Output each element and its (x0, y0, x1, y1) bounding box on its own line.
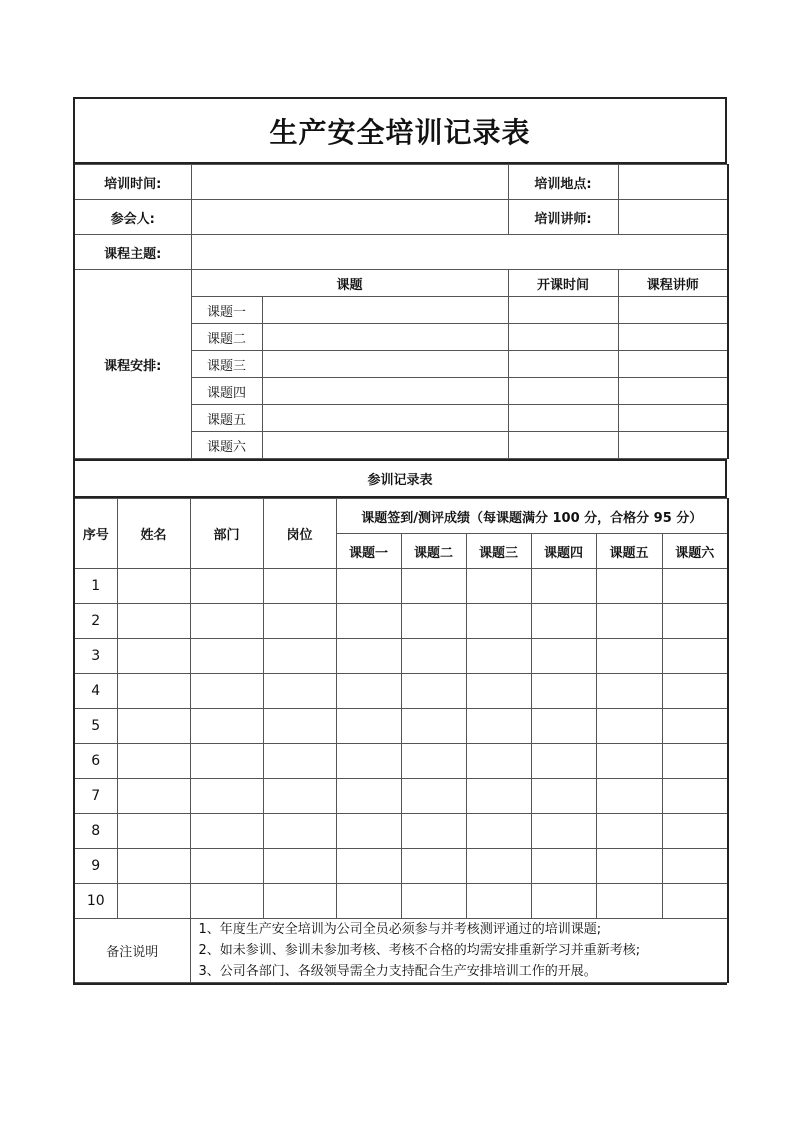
score-cell[interactable] (596, 639, 662, 674)
table-row (74, 849, 728, 884)
post-cell[interactable] (263, 639, 336, 674)
row-seq: 7 (74, 779, 117, 814)
record-section-title: 参训记录表 (74, 460, 726, 497)
training-place-field[interactable] (618, 165, 728, 200)
lecturer-field[interactable] (618, 200, 728, 235)
schedule-row-label: 课题六 (191, 432, 262, 459)
row-seq: 5 (74, 709, 117, 744)
score-cell[interactable] (531, 639, 596, 674)
form-title: 生产安全培训记录表 (74, 98, 726, 163)
score-cell[interactable] (336, 709, 401, 744)
score-cell[interactable] (336, 884, 401, 919)
header-scores: 课题签到/测评成绩（每课题满分 100 分，合格分 95 分） (336, 499, 728, 534)
title-table (73, 97, 727, 164)
header-topic: 课题三 (466, 534, 531, 569)
schedule-teacher-cell[interactable] (618, 432, 728, 459)
table-row (74, 604, 728, 639)
post-cell[interactable] (263, 604, 336, 639)
record-rows (74, 569, 728, 919)
bottom-border (73, 983, 727, 985)
lecturer-label: 培训讲师: (508, 200, 618, 235)
notes-label: 备注说明 (74, 919, 190, 983)
score-cell[interactable] (662, 639, 728, 674)
score-cell[interactable] (662, 779, 728, 814)
score-cell[interactable] (466, 639, 531, 674)
score-cell[interactable] (531, 569, 596, 604)
schedule-teacher-cell[interactable] (618, 405, 728, 432)
score-cell[interactable] (466, 814, 531, 849)
header-name: 姓名 (117, 499, 190, 569)
schedule-time-cell[interactable] (508, 324, 618, 351)
score-cell[interactable] (531, 884, 596, 919)
schedule-topic-cell[interactable] (262, 432, 508, 459)
name-cell[interactable] (117, 884, 190, 919)
score-cell[interactable] (531, 604, 596, 639)
score-cell[interactable] (401, 744, 466, 779)
name-cell[interactable] (117, 744, 190, 779)
schedule-teacher-cell[interactable] (618, 297, 728, 324)
score-cell[interactable] (466, 779, 531, 814)
row-seq: 8 (74, 814, 117, 849)
header-topic: 课题一 (336, 534, 401, 569)
post-cell[interactable] (263, 569, 336, 604)
schedule-header-time: 开课时间 (508, 270, 618, 297)
score-cell[interactable] (662, 569, 728, 604)
row-seq: 3 (74, 639, 117, 674)
training-place-label: 培训地点: (508, 165, 618, 200)
post-cell[interactable] (263, 884, 336, 919)
name-cell[interactable] (117, 709, 190, 744)
training-record-form (73, 97, 727, 985)
score-cell[interactable] (596, 849, 662, 884)
dept-cell[interactable] (190, 674, 263, 709)
header-seq: 序号 (74, 499, 117, 569)
row-seq: 9 (74, 849, 117, 884)
score-cell[interactable] (466, 569, 531, 604)
score-cell[interactable] (336, 744, 401, 779)
schedule-row-label: 课题四 (191, 378, 262, 405)
score-cell[interactable] (401, 604, 466, 639)
score-cell[interactable] (401, 709, 466, 744)
dept-cell[interactable] (190, 884, 263, 919)
name-cell[interactable] (117, 569, 190, 604)
table-row (74, 674, 728, 709)
dept-cell[interactable] (190, 814, 263, 849)
score-cell[interactable] (401, 884, 466, 919)
post-cell[interactable] (263, 849, 336, 884)
score-cell[interactable] (401, 674, 466, 709)
dept-cell[interactable] (190, 569, 263, 604)
post-cell[interactable] (263, 744, 336, 779)
record-title-table (73, 459, 727, 498)
post-cell[interactable] (263, 779, 336, 814)
score-cell[interactable] (336, 814, 401, 849)
row-seq: 1 (74, 569, 117, 604)
notes-line: 3、公司各部门、各级领导需全力支持配合生产安排培训工作的开展。 (198, 964, 597, 979)
score-cell[interactable] (336, 849, 401, 884)
record-table (73, 498, 729, 983)
score-cell[interactable] (596, 709, 662, 744)
score-cell[interactable] (662, 604, 728, 639)
score-cell[interactable] (596, 884, 662, 919)
name-cell[interactable] (117, 604, 190, 639)
post-cell[interactable] (263, 674, 336, 709)
header-dept: 部门 (190, 499, 263, 569)
score-cell[interactable] (596, 604, 662, 639)
name-cell[interactable] (117, 674, 190, 709)
name-cell[interactable] (117, 639, 190, 674)
schedule-topic-cell[interactable] (262, 324, 508, 351)
score-cell[interactable] (531, 709, 596, 744)
schedule-topic-cell[interactable] (262, 405, 508, 432)
schedule-teacher-cell[interactable] (618, 324, 728, 351)
score-cell[interactable] (466, 674, 531, 709)
schedule-topic-cell[interactable] (262, 297, 508, 324)
header-post: 岗位 (263, 499, 336, 569)
schedule-time-cell[interactable] (508, 351, 618, 378)
notes-line: 2、如未参训、参训未参加考核、考核不合格的均需安排重新学习并重新考核; (198, 943, 641, 958)
course-theme-field[interactable] (191, 235, 728, 270)
schedule-time-cell[interactable] (508, 378, 618, 405)
score-cell[interactable] (401, 849, 466, 884)
table-row (74, 884, 728, 919)
table-row (74, 814, 728, 849)
score-cell[interactable] (336, 779, 401, 814)
score-cell[interactable] (662, 674, 728, 709)
score-cell[interactable] (596, 779, 662, 814)
schedule-row-label: 课题三 (191, 351, 262, 378)
post-cell[interactable] (263, 709, 336, 744)
score-cell[interactable] (336, 604, 401, 639)
training-time-field[interactable] (191, 165, 508, 200)
attendee-label: 参会人: (74, 200, 191, 235)
name-cell[interactable] (117, 814, 190, 849)
post-cell[interactable] (263, 814, 336, 849)
score-cell[interactable] (596, 744, 662, 779)
schedule-time-cell[interactable] (508, 405, 618, 432)
dept-cell[interactable] (190, 744, 263, 779)
table-row (74, 744, 728, 779)
score-cell[interactable] (662, 884, 728, 919)
schedule-row-label: 课题五 (191, 405, 262, 432)
header-topic: 课题二 (401, 534, 466, 569)
schedule-topic-cell[interactable] (262, 378, 508, 405)
notes-line: 1、年度生产安全培训为公司全员必须参与并考核测评通过的培训课题; (198, 922, 602, 937)
score-cell[interactable] (531, 744, 596, 779)
dept-cell[interactable] (190, 639, 263, 674)
score-cell[interactable] (531, 814, 596, 849)
score-cell[interactable] (336, 674, 401, 709)
score-cell[interactable] (662, 814, 728, 849)
score-cell[interactable] (401, 639, 466, 674)
schedule-header-topic: 课题 (191, 270, 508, 297)
score-cell[interactable] (662, 709, 728, 744)
score-cell[interactable] (466, 709, 531, 744)
score-cell[interactable] (466, 604, 531, 639)
score-cell[interactable] (401, 779, 466, 814)
score-cell[interactable] (466, 884, 531, 919)
score-cell[interactable] (596, 569, 662, 604)
score-cell[interactable] (466, 849, 531, 884)
table-row (74, 779, 728, 814)
schedule-time-cell[interactable] (508, 432, 618, 459)
score-cell[interactable] (531, 674, 596, 709)
name-cell[interactable] (117, 779, 190, 814)
table-row (74, 569, 728, 604)
dept-cell[interactable] (190, 779, 263, 814)
header-topic: 课题六 (662, 534, 728, 569)
schedule-row-label: 课题二 (191, 324, 262, 351)
score-cell[interactable] (596, 674, 662, 709)
name-cell[interactable] (117, 849, 190, 884)
row-seq: 6 (74, 744, 117, 779)
schedule-row-label: 课题一 (191, 297, 262, 324)
row-seq: 4 (74, 674, 117, 709)
score-cell[interactable] (336, 569, 401, 604)
row-seq: 10 (74, 884, 117, 919)
info-table (73, 164, 729, 459)
attendee-field[interactable] (191, 200, 508, 235)
score-cell[interactable] (336, 639, 401, 674)
score-cell[interactable] (662, 849, 728, 884)
dept-cell[interactable] (190, 709, 263, 744)
score-cell[interactable] (531, 849, 596, 884)
score-cell[interactable] (401, 569, 466, 604)
schedule-teacher-cell[interactable] (618, 351, 728, 378)
schedule-topic-cell[interactable] (262, 351, 508, 378)
header-topic: 课题五 (596, 534, 662, 569)
score-cell[interactable] (401, 814, 466, 849)
score-cell[interactable] (596, 814, 662, 849)
score-cell[interactable] (531, 779, 596, 814)
dept-cell[interactable] (190, 604, 263, 639)
schedule-header-teacher: 课程讲师 (618, 270, 728, 297)
row-seq: 2 (74, 604, 117, 639)
course-theme-label: 课程主题: (74, 235, 191, 270)
schedule-label: 课程安排: (74, 270, 191, 459)
schedule-time-cell[interactable] (508, 297, 618, 324)
dept-cell[interactable] (190, 849, 263, 884)
header-topic: 课题四 (531, 534, 596, 569)
table-row (74, 709, 728, 744)
notes-content (190, 919, 728, 983)
score-cell[interactable] (662, 744, 728, 779)
schedule-teacher-cell[interactable] (618, 378, 728, 405)
score-cell[interactable] (466, 744, 531, 779)
table-row (74, 639, 728, 674)
training-time-label: 培训时间: (74, 165, 191, 200)
